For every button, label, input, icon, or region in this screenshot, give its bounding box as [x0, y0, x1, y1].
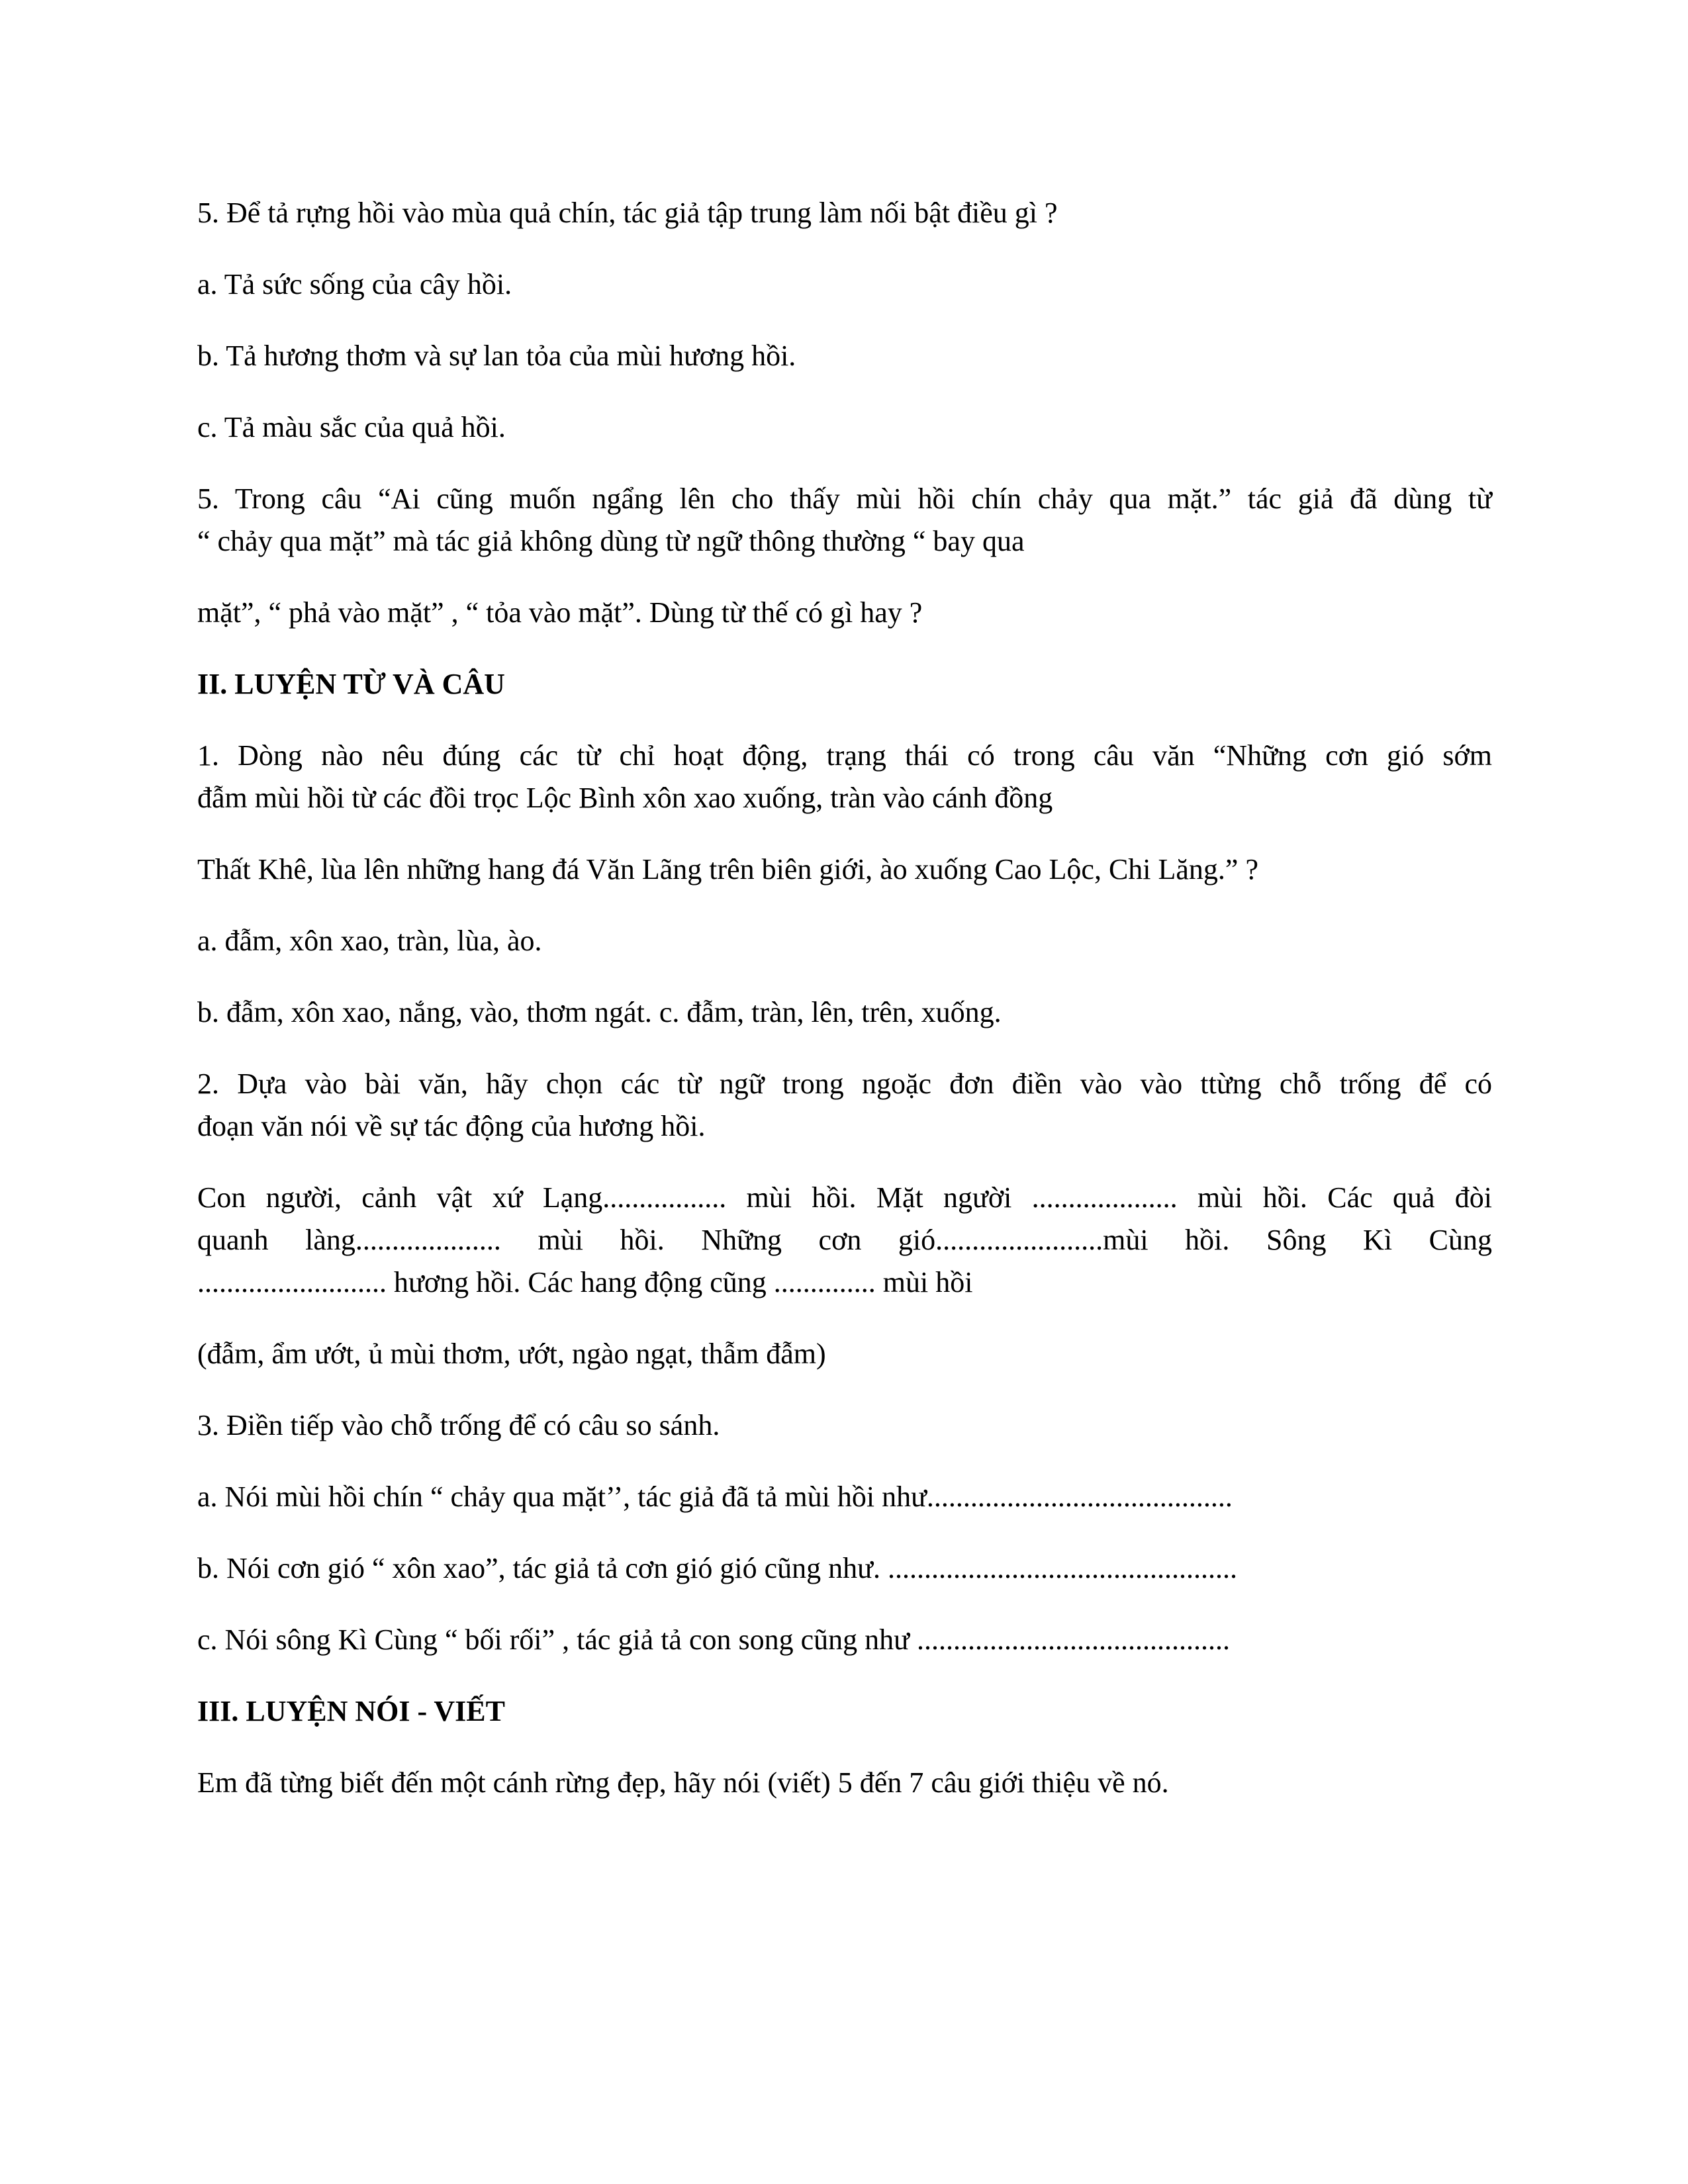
fill-in-line-2: quanh làng.................... mùi hồi. Những cơn gió.......................mùi hồi. Sông Kì Cùng [197, 1224, 1492, 1256]
question-5b-line-3: mặt”, “ phả vào mặt” , “ tỏa vào mặt”. Dùng từ thế có gì hay ? [197, 596, 923, 629]
fill-in-line-1: Con người, cảnh vật xứ Lạng................. mùi hồi. Mặt người .................... mùi hồi. Các quả đòi [197, 1181, 1492, 1214]
exercise-1-line-2: đẫm mùi hồi từ các đồi trọc Lộc Bình xôn xao xuống, tràn vào cánh đồng [197, 782, 1053, 814]
question-5-option-a: a. Tả sức sống của cây hồi. [197, 268, 512, 300]
word-choices: (đẫm, ẩm ướt, ủ mùi thơm, ướt, ngào ngạt, thẫm đẫm) [197, 1338, 826, 1370]
exercise-1-option-a: a. đẫm, xôn xao, tràn, lùa, ào. [197, 925, 542, 957]
exercise-2-line-2: đoạn văn nói về sự tác động của hương hồi. [197, 1110, 706, 1142]
exercise-1-line-3: Thất Khê, lùa lên những hang đá Văn Lãng trên biên giới, ào xuống Cao Lộc, Chi Lăng.” ? [197, 853, 1258, 886]
exercise-3-item-a: a. Nói mùi hồi chín “ chảy qua mặt’’, tác giả đã tả mùi hồi như.......................................... [197, 1480, 1233, 1513]
exercise-3-item-c: c. Nói sông Kì Cùng “ bối rối” , tác giả tả con song cũng như ........................................... [197, 1623, 1230, 1656]
question-5-text: 5. Để tả rựng hồi vào mùa quả chín, tác giả tập trung làm nối bật điều gì ? [197, 197, 1058, 229]
question-5-option-c: c. Tả màu sắc của quả hồi. [197, 411, 506, 443]
section-2-heading: II. LUYỆN TỪ VÀ CÂU [197, 668, 505, 700]
question-5b-line-2: “ chảy qua mặt” mà tác giả không dùng từ ngữ thông thường “ bay qua [197, 525, 1025, 557]
exercise-2-line-1: 2. Dựa vào bài văn, hãy chọn các từ ngữ trong ngoặc đơn điền vào vào ttừng chỗ trống để có [197, 1068, 1492, 1100]
question-5b-line-1: 5. Trong câu “Ai cũng muốn ngẩng lên cho thấy mùi hồi chín chảy qua mặt.” tác giả đã dùng từ [197, 482, 1492, 515]
exercise-3-title: 3. Điền tiếp vào chỗ trống để có câu so sánh. [197, 1409, 720, 1441]
question-5-option-b: b. Tả hương thơm và sự lan tỏa của mùi hương hồi. [197, 340, 796, 372]
section-3-heading: III. LUYỆN NÓI - VIẾT [197, 1695, 505, 1727]
fill-in-line-3: .......................... hương hồi. Các hang động cũng .............. mùi hồi [197, 1266, 973, 1298]
exercise-1-line-1: 1. Dòng nào nêu đúng các từ chỉ hoạt động, trạng thái có trong câu văn “Những cơn gió sớm [197, 739, 1492, 772]
exercise-3-item-b: b. Nói cơn gió “ xôn xao”, tác giả tả cơn gió gió cũng như. ................................................ [197, 1552, 1238, 1584]
speaking-writing-task: Em đã từng biết đến một cánh rừng đẹp, hãy nói (viết) 5 đến 7 câu giới thiệu về nó. [197, 1766, 1169, 1799]
exercise-1-options-b-c: b. đẫm, xôn xao, nắng, vào, thơm ngát. c. đẫm, tràn, lên, trên, xuống. [197, 996, 1002, 1028]
